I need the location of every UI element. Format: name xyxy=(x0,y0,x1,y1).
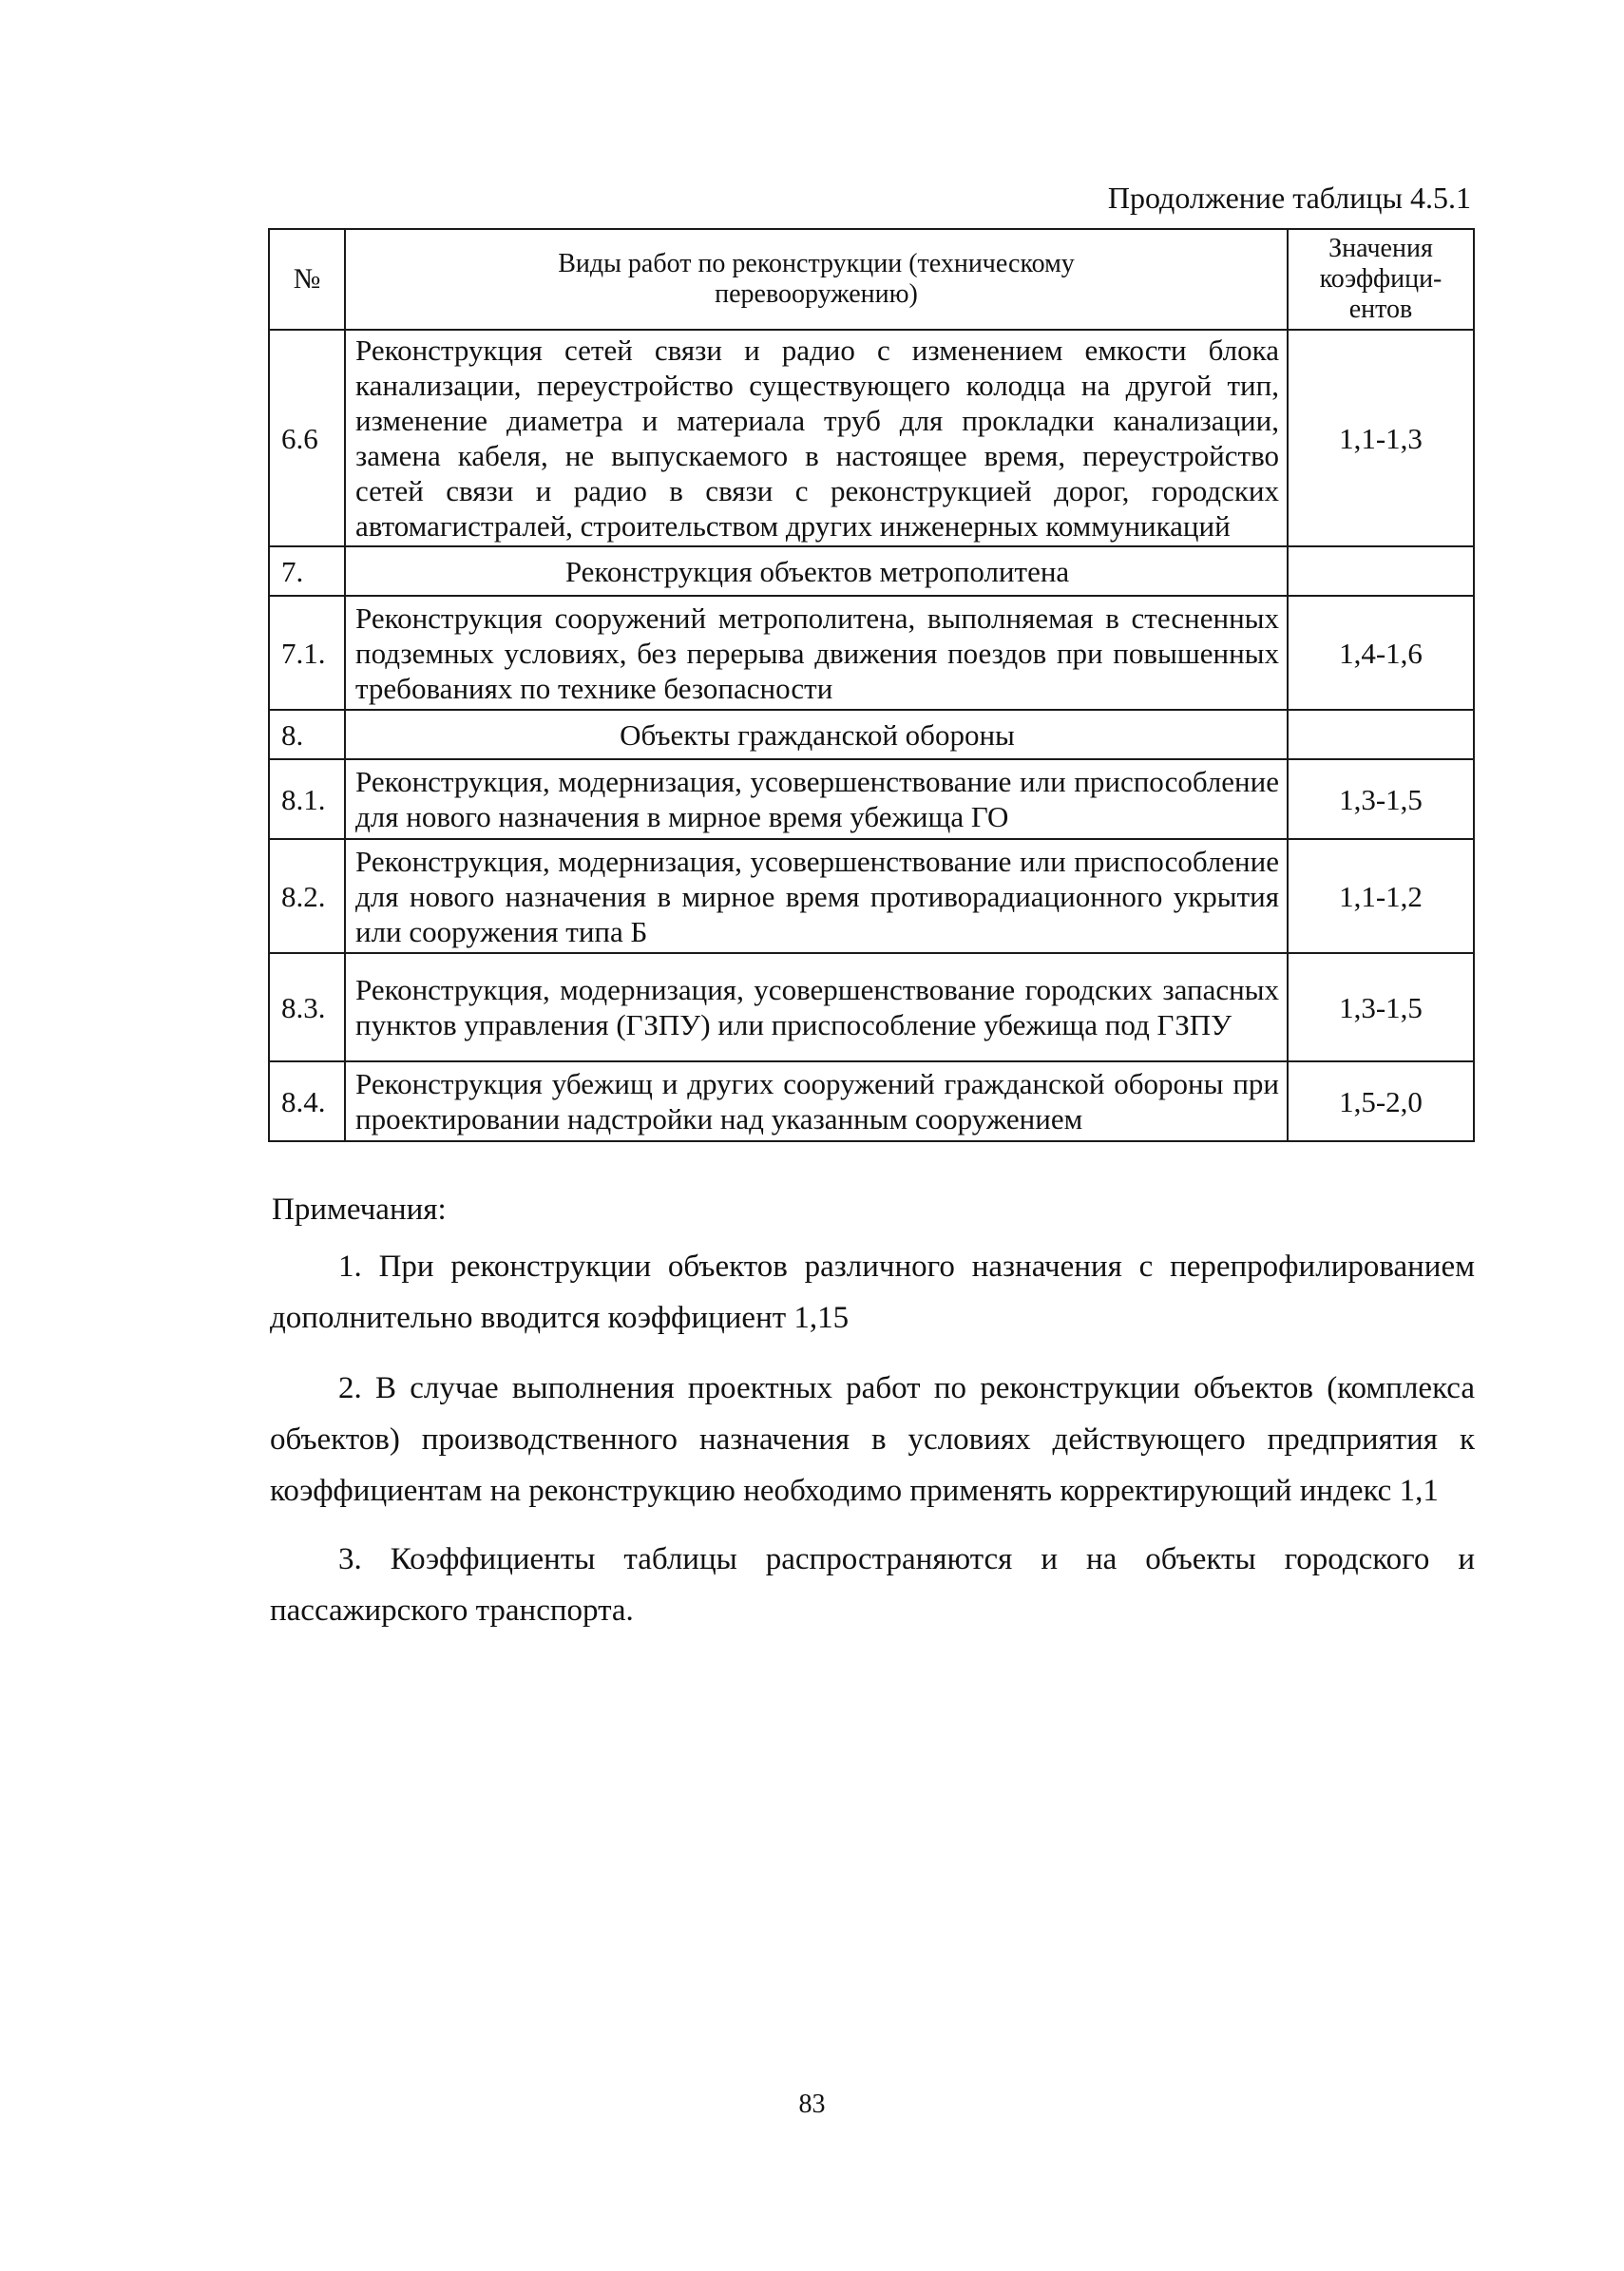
row-number: 6.6 xyxy=(269,330,345,546)
row-coefficient: 1,1-1,3 xyxy=(1288,330,1474,546)
table-row xyxy=(269,759,1474,839)
row-coefficient xyxy=(1288,546,1474,596)
row-description: Реконструкция, модернизация, усовершенствование или приспособление для нового назначения в мирное время противорадиационного укрытия или сооружения типа Б xyxy=(345,839,1288,953)
row-description: Реконструкция, модернизация, усовершенствование городских запасных пунктов управления (ГЗПУ) или приспособление убежища под ГЗПУ xyxy=(345,953,1288,1061)
row-coefficient: 1,5-2,0 xyxy=(1288,1061,1474,1141)
header-coefficient-values: Значения коэффици-ентов xyxy=(1288,229,1474,330)
row-description: Реконструкция сооружений метрополитена, выполняемая в стесненных подземных условиях, без перерыва движения поездов при повышенных требованиях по технике безопасности xyxy=(345,596,1288,710)
row-coefficient: 1,3-1,5 xyxy=(1288,759,1474,839)
row-number: 7.1. xyxy=(269,596,345,710)
reconstruction-coefficients-table xyxy=(268,228,1475,1142)
page-number: 83 xyxy=(798,2090,826,2119)
table-row xyxy=(269,330,1474,546)
row-coefficient xyxy=(1288,710,1474,759)
row-description: Реконструкция, модернизация, усовершенствование или приспособление для нового назначения в мирное время убежища ГО xyxy=(345,759,1288,839)
table-row xyxy=(269,596,1474,710)
table-row xyxy=(269,953,1474,1061)
note-item: 3. Коэффициенты таблицы распространяются и на объекты городского и пассажирского транспорта. xyxy=(270,1542,1475,1628)
row-coefficient: 1,3-1,5 xyxy=(1288,953,1474,1061)
header-number: № xyxy=(269,229,345,330)
table-header-row xyxy=(269,229,1474,330)
header-work-type xyxy=(345,229,1288,330)
row-coefficient: 1,4-1,6 xyxy=(1288,596,1474,710)
table-section-row xyxy=(269,546,1474,596)
header-work-type-text: Виды работ по реконструкции (техническому перевооружению) xyxy=(558,249,1075,309)
row-coefficient: 1,1-1,2 xyxy=(1288,839,1474,953)
row-description: Реконструкция сетей связи и радио с изменением емкости блока канализации, переустройство существующего колодца на другой тип, изменение диаметра и материала труб для прокладки канализации, замена кабеля, не выпускаемого в настоящее время, переустройство сетей связи и радио в связи с реконструкцией дорог, городских автомагистралей, строительством других инженерных коммуникаций xyxy=(345,330,1288,546)
note-item: 2. В случае выполнения проектных работ по реконструкции объектов (комплекса объектов) производственного назначения в условиях действующего предприятия к коэффициентам на реконструкцию необходимо применять корректирующий индекс 1,1 xyxy=(270,1371,1475,1508)
table-row xyxy=(269,839,1474,953)
table-continuation-label: Продолжение таблицы 4.5.1 xyxy=(1107,181,1471,215)
row-number: 7. xyxy=(269,546,345,596)
row-number: 8. xyxy=(269,710,345,759)
section-title: Объекты гражданской обороны xyxy=(345,710,1288,759)
row-number: 8.4. xyxy=(269,1061,345,1141)
table-row xyxy=(269,1061,1474,1141)
row-number: 8.2. xyxy=(269,839,345,953)
row-number: 8.1. xyxy=(269,759,345,839)
row-description: Реконструкция убежищ и других сооружений гражданской обороны при проектировании надстройки над указанным сооружением xyxy=(345,1061,1288,1141)
row-number: 8.3. xyxy=(269,953,345,1061)
note-item: 1. При реконструкции объектов различного назначения с перепрофилированием дополнительно вводится коэффициент 1,15 xyxy=(270,1250,1475,1335)
notes-title: Примечания: xyxy=(272,1193,447,1227)
section-title: Реконструкция объектов метрополитена xyxy=(345,546,1288,596)
table-section-row xyxy=(269,710,1474,759)
